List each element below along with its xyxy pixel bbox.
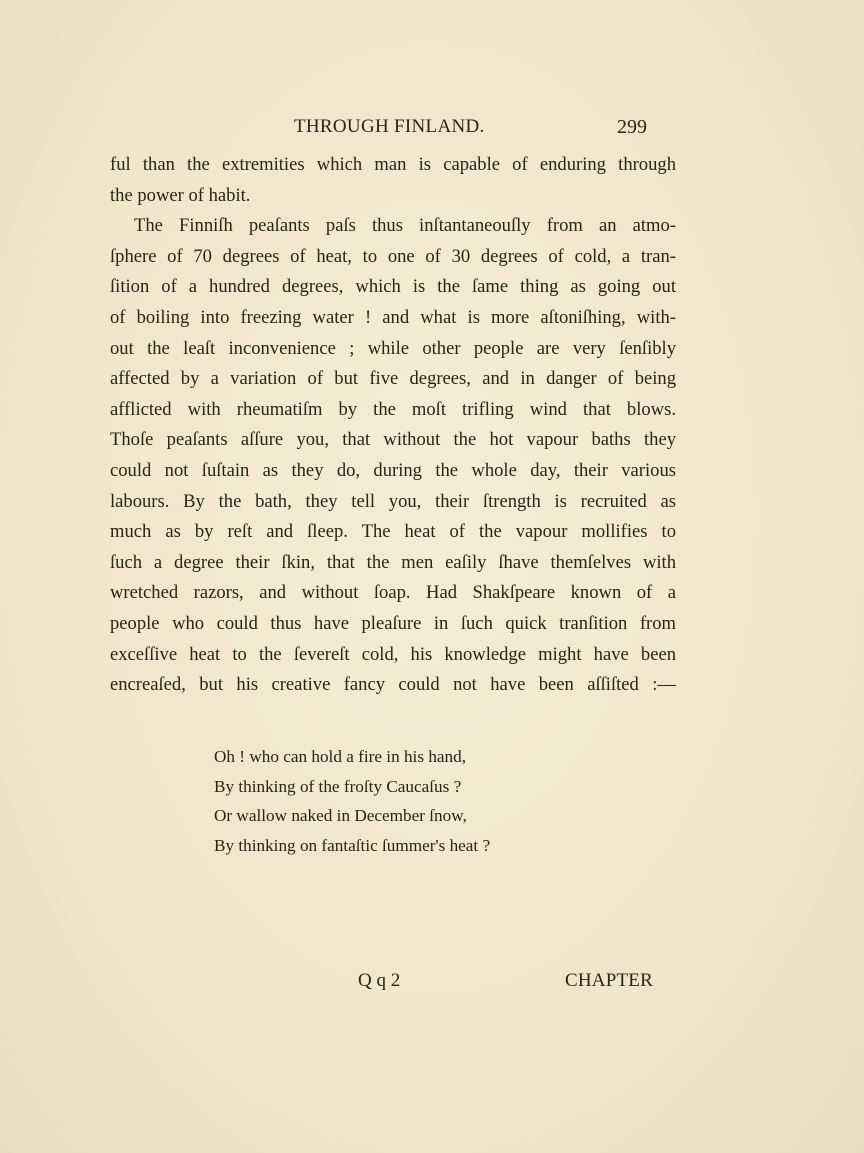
verse-line: Oh ! who can hold a fire in his hand,: [214, 747, 467, 766]
text-line: exceſſive heat to the ſevereſt cold, his knowledge might have been: [110, 643, 676, 665]
text-line: the power of habit.: [110, 184, 251, 206]
text-line: out the leaſt inconvenience ; while other people are very ſenſibly: [110, 337, 676, 359]
verse-quotation: [214, 742, 574, 860]
text-line: affected by a variation of but five degrees, and in danger of being: [110, 368, 676, 390]
page-number: 299: [617, 116, 647, 138]
text-line: much as by reſt and ſleep. The heat of the vapour mollifies to: [110, 521, 676, 543]
text-line: afflicted with rheumatiſm by the moſt trifling wind that blows.: [110, 398, 676, 420]
text-line: could not ſuſtain as they do, during the whole day, their various: [110, 459, 676, 481]
catchword: CHAPTER: [565, 970, 653, 991]
text-line: of boiling into freezing water ! and what is more aſtoniſhing, with-: [110, 306, 676, 328]
text-line: ſphere of 70 degrees of heat, to one of 30 degrees of cold, a tran-: [110, 245, 676, 267]
text-line: ſition of a hundred degrees, which is the ſame thing as going out: [110, 276, 676, 298]
text-line: The Finniſh peaſants paſs thus inſtantaneouſly from an atmo-: [134, 215, 676, 237]
text-line: people who could thus have pleaſure in ſuch quick tranſition from: [110, 612, 676, 634]
text-line: encreaſed, but his creative fancy could not have been aſſiſted :—: [110, 674, 676, 696]
text-line: labours. By the bath, they tell you, their ſtrength is recruited as: [110, 490, 676, 512]
body-text: [110, 150, 676, 701]
text-line: ful than the extremities which man is capable of enduring through: [110, 154, 676, 175]
text-line: ſuch a degree their ſkin, that the men eaſily ſhave themſelves with: [110, 551, 676, 573]
verse-line: By thinking on fantaſtic ſummer's heat ?: [214, 835, 491, 855]
running-head: [0, 116, 864, 142]
running-title: THROUGH FINLAND.: [294, 116, 485, 137]
text-line: wretched razors, and without ſoap. Had Shakſpeare known of a: [110, 582, 676, 604]
signature-mark: Q q 2: [358, 970, 401, 991]
verse-line: Or wallow naked in December ſnow,: [214, 806, 467, 825]
verse-line: By thinking of the froſty Caucaſus ?: [214, 776, 462, 796]
text-line: Thoſe peaſants aſſure you, that without the hot vapour baths they: [110, 429, 676, 451]
